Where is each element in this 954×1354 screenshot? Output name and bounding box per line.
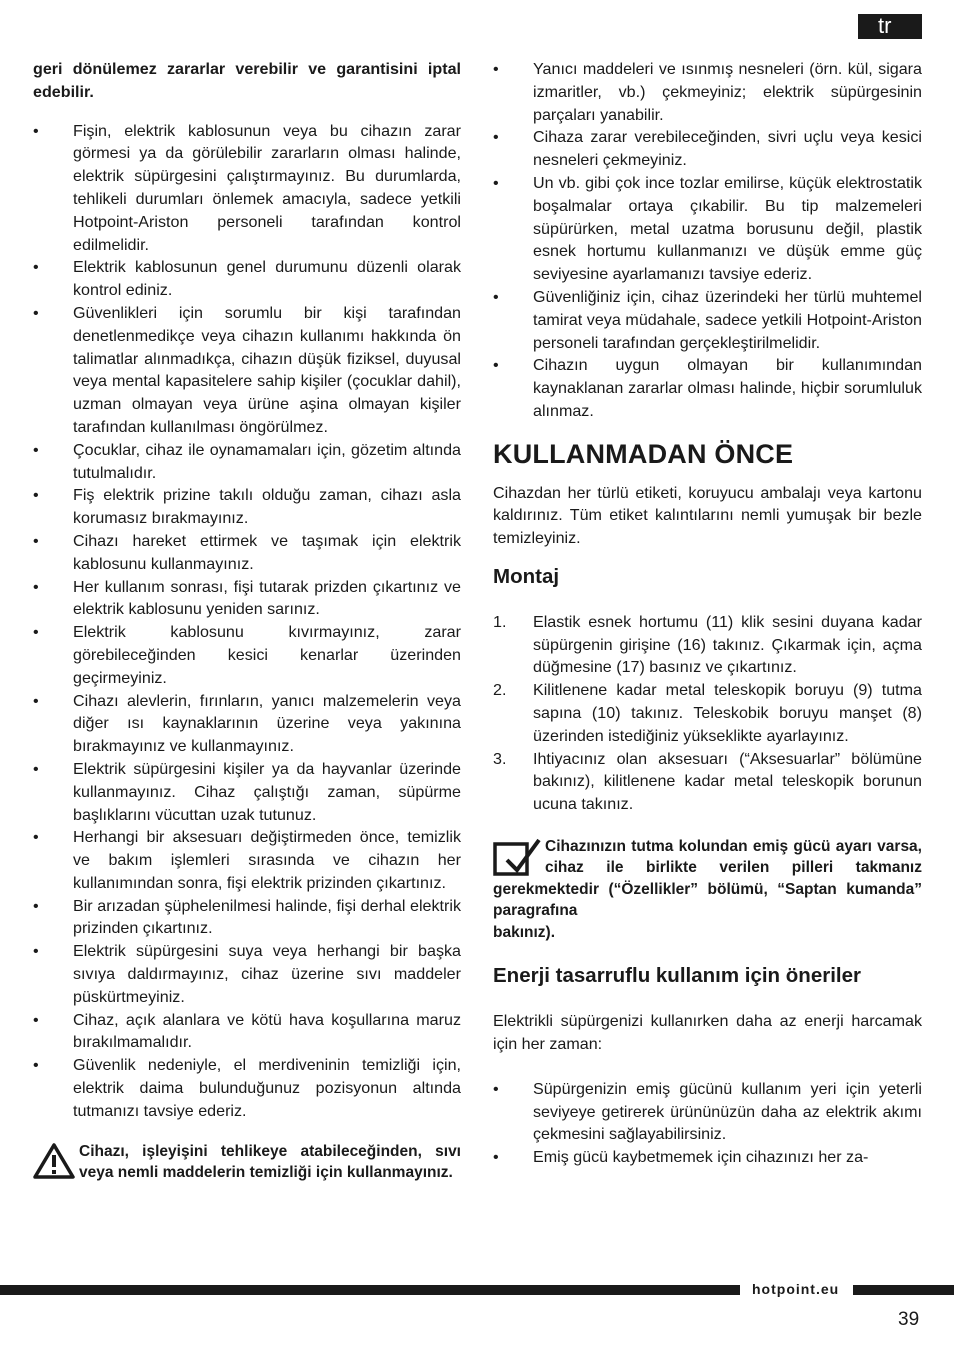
section-title: KULLANMADAN ÖNCE: [493, 438, 794, 469]
list-item: • Güvenlikleri için sorumlu bir kişi tarafından denetlenmedikçe veya cihazın kullanımı hakkında ön talimatlar alınmadıkça, cihazın düşük fiziksel, duyusal veya mental kapasitelere sahip kişiler (çocuklar dahil), uzman olmayan veya ürüne aşina olmayan kişiler tarafından kullanılması öngörülmez.: [33, 303, 461, 436]
note-text: Cihazınızın tutma kolundan emiş gücü ayarı varsa, cihaz ile birlikte verilen pilleri takmanız gerekmektedir (“Özellikler” bölümü, “Saptan kumanda” paragrafına: [493, 837, 922, 920]
list-item: • Süpürgenizin emiş gücünü kullanım yeri için yeterli seviyeye getirerek ürününüzün daha az elektrik akımı çekmesini sağlayabilirsiniz.: [493, 1079, 922, 1144]
list-item: • Güvenliğiniz için, cihaz üzerindeki her türlü muhtemel tamirat veya müdahale, sadece yetkili Hotpoint-Ariston personeli tarafından gerçekleştirilmelidir.: [493, 287, 922, 352]
montaj-title: Montaj: [493, 564, 560, 588]
list-item: • Elektrik kablosunun genel durumunu düzenli olarak kontrol ediniz.: [33, 258, 461, 300]
list-item: • Herhangi bir aksesuarı değiştirmeden önce, temizlik ve bakım işlemleri sırasında ve cihazın her kullanımından sonra, fişi elektrik prizinden çıkartınız.: [33, 828, 461, 892]
list-item: • Un vb. gibi çok ince tozlar emilirse, küçük elektrostatik boşalmalar ortaya çıkabilir. Bu tip malzemeleri süpürürken, metal uzatma borusunu değil, plastik esnek hortumu kullanmanızı ve düşük emme güç seviyesine ayarlamanızı tavsiye ederiz.: [493, 173, 922, 284]
list-item: • Cihazı hareket ettirmek ve taşımak için elektrik kablosunu kullanmayınız.: [33, 531, 461, 573]
list-item: • Elektrik süpürgesini kişiler ya da hayvanlar üzerinde kullanmayınız. Cihaz çalıştığı zaman, süpürme başlıklarını vücuttan uzak tutunuz.: [33, 759, 461, 824]
list-item: 1. Elastik esnek hortumu (11) klik sesini duyana kadar süpürgenin girişine (16) takınız. Çıkarmak için, açma düğmesine (17) basınız ve çıkartınız.: [493, 612, 922, 677]
list-item: • Elektrik süpürgesini suya veya herhangi bir başka sıvıya daldırmayınız, cihaz üzerine sıvı maddeler püskürtmeyiniz.: [33, 942, 461, 1006]
warning-box: [33, 1141, 461, 1184]
left-column: [33, 58, 461, 1184]
list-item: • Cihazı alevlerin, fırınların, yanıcı malzemelerin veya diğer ısı kaynaklarının üzerine veya yakınına bırakmayınız ve kullanmayınız.: [33, 691, 461, 756]
safety-list-left: [33, 120, 461, 1123]
list-item: • Fiş elektrik prizine takılı olduğu zaman, cihazı asla korumasız bırakmayınız.: [33, 486, 461, 528]
list-item: • Emiş gücü kaybetmemek için cihazınızı her za-: [493, 1148, 869, 1167]
warning-text: Cihazı, işleyişini tehlikeye atabileceğinden, sıvı veya nemli maddelerin temizliği için kullanmayınız.: [79, 1142, 461, 1182]
warning-triangle-icon: [33, 1143, 75, 1179]
list-item: • Her kullanım sonrası, fişi tutarak prizden çıkartınız ve elektrik kablosunu yeniden sarınız.: [33, 577, 461, 619]
note-text-end: bakınız).: [493, 923, 556, 941]
section-paragraph: Cihazdan her türlü etiketi, koruyucu ambalajı veya kartonu kaldırınız. Tüm etiket kalıntılarını nemli yumuşak bir bezle temizleyiniz.: [493, 483, 922, 548]
list-item: • Yanıcı maddeleri ve ısınmış nesneleri (örn. kül, sigara izmaritler, vb.) çekmeyiniz; elektrik süpürgesinin parçaları yanabilir.: [493, 60, 922, 124]
list-item: • Fişin, elektrik kablosunun veya bu cihazın zarar görmesi ya da görülebilir zararların olması halinde, elektrik süpürgesini çalıştırmayınız. Bu durumlarda, tehlikeli durumları önlemek amacıyla, sadece yetkili Hotpoint-Ariston personeli tarafından kontrol edilmelidir.: [33, 121, 461, 254]
note-box: [493, 836, 922, 944]
list-item: • Güvenlik nedeniyle, el merdiveninin temizliği için, elektrik daima bulunduğunuz pozisyonun altında tutmanızı tavsiye ederiz.: [33, 1056, 461, 1120]
montaj-steps: [493, 611, 922, 816]
footer-url: hotpoint.eu: [752, 1281, 840, 1297]
list-item: 2. Kilitlenene kadar metal teleskopik boruyu (9) tutma sapına (10) takınız. Teleskobik boruyu manşet (8) üzerinden istediğiniz yükseklikte ayarlayınız.: [493, 681, 922, 745]
energy-paragraph: Elektrikli süpürgenizi kullanırken daha az enerji harcamak için her zaman:: [493, 1012, 922, 1053]
list-item: • Çocuklar, cihaz ile oynamamaları için, gözetim altında tutulmalıdır.: [33, 440, 461, 482]
list-item: • Cihaza zarar verebileceğinden, sivri uçlu veya kesici nesneleri çekmeyiniz.: [493, 128, 922, 170]
intro-text: geri dönülemez zararlar verebilir ve garantisini iptal edebilir.: [33, 60, 461, 101]
list-item: • Bir arızadan şüphelenilmesi halinde, fişi derhal elektrik prizinden çıkartınız.: [33, 896, 461, 938]
list-item: 3. Ihtiyacınız olan aksesuarı (“Aksesuarlar” bölümüne bakınız), kilitlenene kadar metal teleskopik borunun ucuna takınız.: [493, 749, 922, 814]
list-item: • Elektrik kablosunu kıvırmayınız, zarar görebileceğinden kesici kenarlar üzerinden geçirmeyiniz.: [33, 623, 461, 687]
page-number: 39: [898, 1309, 920, 1330]
footer-bar-right: [853, 1285, 954, 1295]
list-item: • Cihazın uygun olmayan bir kullanımından kaynaklanan zararlar olması halinde, hiçbir sorumluluk alınmaz.: [493, 356, 922, 420]
language-tab: tr: [858, 14, 922, 39]
energy-title: Enerji tasarruflu kullanım için öneriler: [493, 964, 861, 988]
checkbox-note-icon: [493, 838, 543, 878]
footer-bar-left: [0, 1285, 740, 1295]
right-column: [493, 58, 922, 1169]
safety-list-right: [493, 58, 922, 423]
energy-list: [493, 1078, 922, 1169]
list-item: • Cihaz, açık alanlara ve kötü hava koşullarına maruz bırakılmamalıdır.: [33, 1010, 461, 1052]
